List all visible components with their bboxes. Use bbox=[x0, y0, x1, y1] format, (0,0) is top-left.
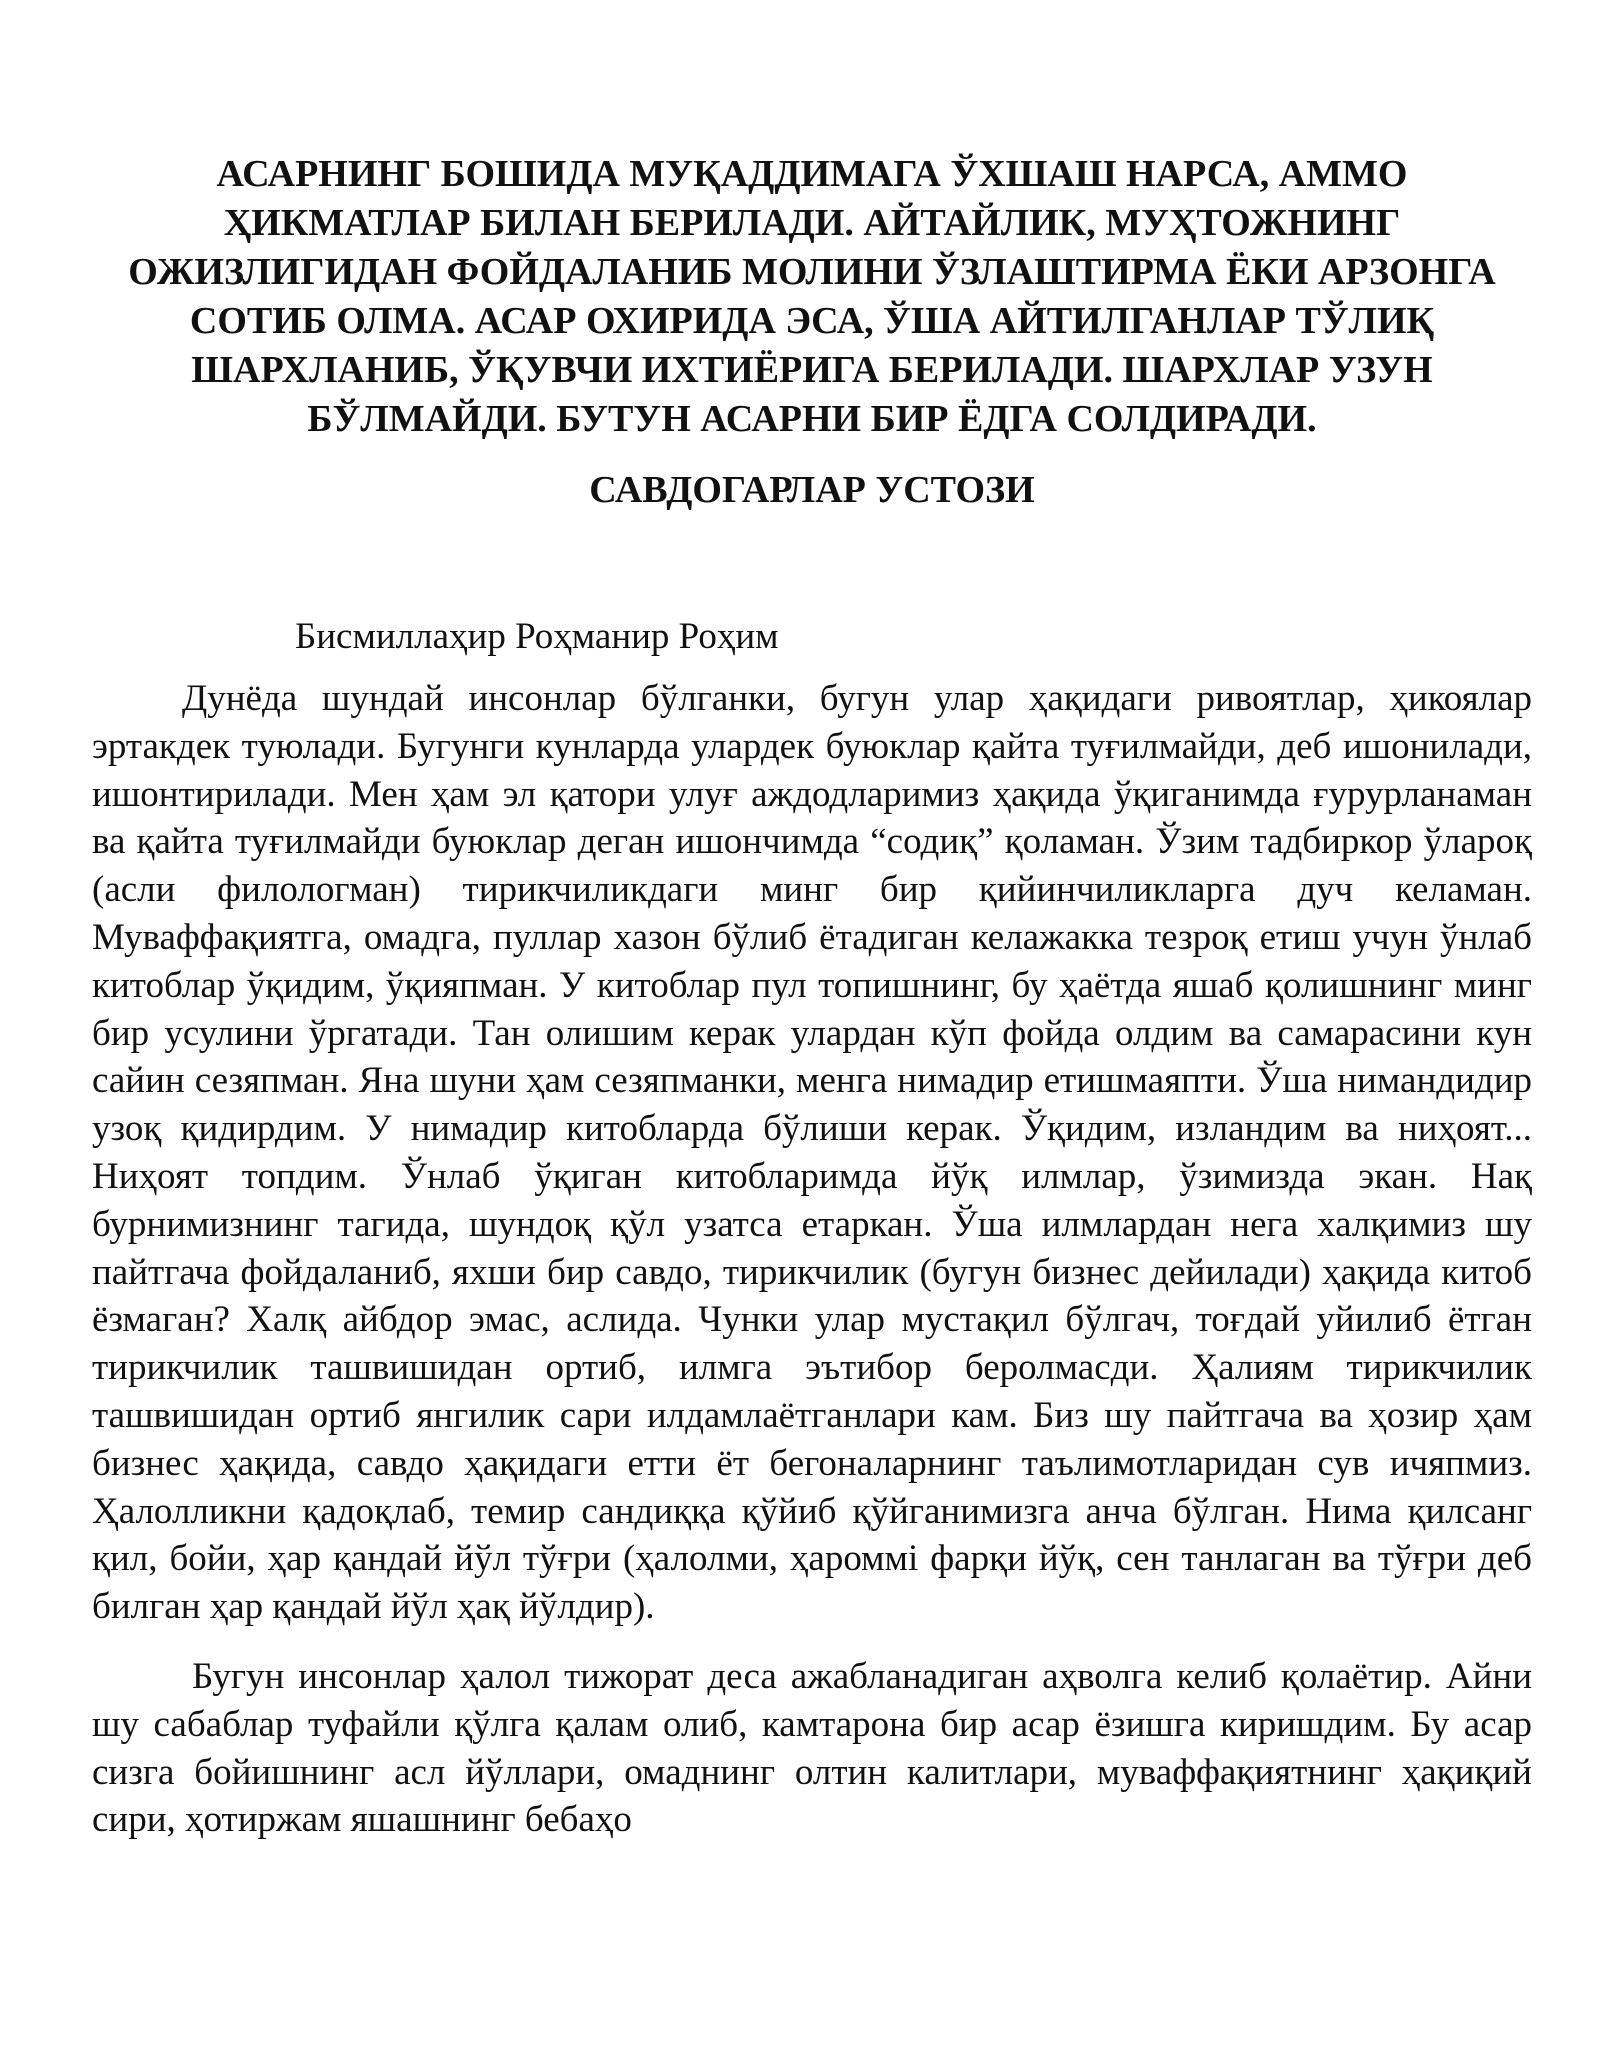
basmala-line: Бисмиллаҳир Роҳманир Роҳим bbox=[295, 616, 779, 657]
body-paragraph-2: Бугун инсонлар ҳалол тижорат деса ажабланадиган аҳволга келиб қолаётир. Айни шу сабаблар туфайли қўлга қалам олиб, камтарона бир асар ёзишга киришдим. Бу асар сизга бойишнинг асл йўллари, омаднинг олтин калитлари, муваффақиятнинг ҳақиқий сири, ҳотиржам яшашнинг бебаҳо bbox=[92, 1655, 1532, 1841]
document-subtitle: САВДОГАРЛАР УСТОЗИ bbox=[589, 469, 1035, 511]
body-paragraph-1: Дунёда шундай инсонлар бўлганки, бугун улар ҳақидаги ривоятлар, ҳикоялар эртакдек туюлади. Бугунги кунларда улардек буюклар қайта туғилмайди, деб ишонилади, ишонтирилади. Мен ҳам эл қатори улуғ аждодларимиз ҳақида ўқиганимда ғурурланаман ва қайта туғилмайди буюклар деган ишончимда “содиқ” қоламан. Ўзим тадбиркор ўлароқ (асли филологман) тирикчиликдаги минг бир қийинчиликларга дуч келаман. Муваффақиятга, омадга, пуллар хазон бўлиб ётадиган келажакка тезроқ етиш учун ўнлаб китоблар ўқидим, ўқияпман. У китоблар пул топишнинг, бу ҳаётда яшаб қолишнинг минг бир усулини ўргатади. Тан олишим керак улардан кўп фойда олдим ва самарасини кун сайин сезяпман. Яна шуни ҳам сезяпманки, менга нимадир етишмаяпти. Ўша нимандидир узоқ қидирдим. У нимадир китобларда бўлиши керак. Ўқидим, изландим ва ниҳоят... Ниҳоят топдим. Ўнлаб ўқиган китобларимда йўқ илмлар, ўзимизда экан. Нақ бурнимизнинг тагида, шундоқ қўл узатса етаркан. Ўша илмлардан нега халқимиз шу пайтгача фойдаланиб, яхши бир савдо, тирикчилик (бугун бизнес дейилади) ҳақида китоб ёзмаган? Халқ айбдор эмас, аслида. Чунки улар мустақил бўлгач, тоғдай уйилиб ётган тирикчилик ташвишидан ортиб, илмга эътибор беролмасди. Ҳалиям тирикчилик ташвишидан ортиб янгилик сари илдамлаётганлари кам. Биз шу пайтгача ва ҳозир ҳам бизнес ҳақида, савдо ҳақидаги етти ёт бегоналарнинг таълимотларидан сув ичяпмиз. Ҳалолликни қадоқлаб, темир сандиққа қўйиб қўйганимизга анча бўлган. Нима қилсанг қил, бойи, ҳар қандай йўл тўғри (ҳалолми, ҳароммi фарқи йўқ, сен танлаган ва тўғри деб билган ҳар қандай йўл ҳақ йўлдир). bbox=[92, 678, 1532, 1628]
document-heading: АСАРНИНГ БОШИДА МУҚАДДИМАГА ЎХШАШ НАРСА, АММО ҲИКМАТЛАР БИЛАН БЕРИЛАДИ. АЙТАЙЛИК, МУҲТОЖНИНГ ОЖИЗЛИГИДАН ФОЙДАЛАНИБ МОЛИНИ ЎЗЛАШТИРМА ЁКИ АРЗОНГА СОТИБ ОЛМА. АСАР ОХИРИДА ЭСА, ЎША АЙТИЛГАНЛАР ТЎЛИҚ ШАРХЛАНИБ, ЎҚУВЧИ ИХТИЁРИГА БЕРИЛАДИ. ШАРХЛАР УЗУН БЎЛМАЙДИ. БУТУН АСАРНИ БИР ЁДГА СОЛДИРАДИ. bbox=[128, 153, 1496, 440]
document-page bbox=[92, 150, 1532, 1844]
